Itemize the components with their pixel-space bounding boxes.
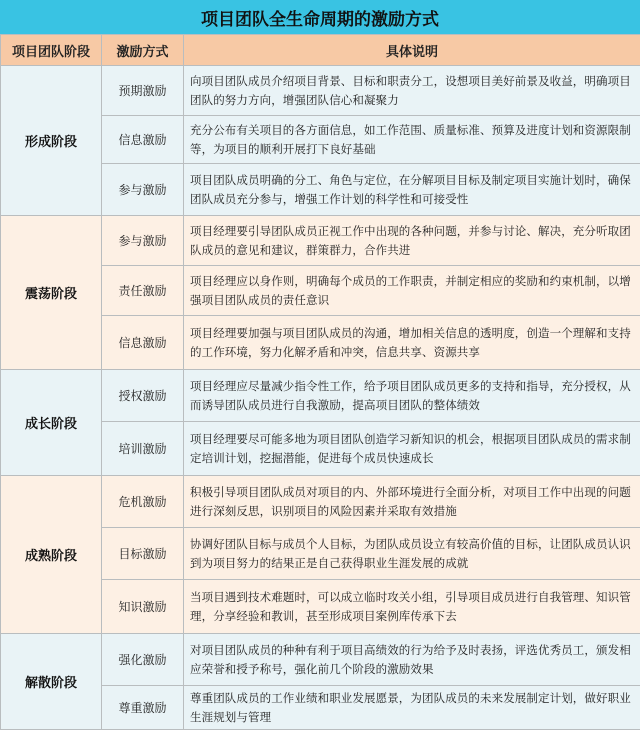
- method-cell: 授权激励: [102, 370, 184, 422]
- stage-cell: 解散阶段: [1, 634, 102, 730]
- header-stage: 项目团队阶段: [1, 35, 102, 66]
- detail-cell: 项目经理要加强与项目团队成员的沟通，增加相关信息的透明度，创造一个理解和支持的工作环境，努力化解矛盾和冲突，信息共享、资源共享: [184, 316, 640, 370]
- method-cell: 信息激励: [102, 316, 184, 370]
- detail-cell: 积极引导项目团队成员对项目的内、外部环境进行全面分析，对项目工作中出现的问题进行深刻反思，识别项目的风险因素并采取有效措施: [184, 476, 640, 528]
- incentive-table: [0, 34, 640, 730]
- stage-cell: 成熟阶段: [1, 476, 102, 634]
- method-cell: 危机激励: [102, 476, 184, 528]
- header-method: 激励方式: [102, 35, 184, 66]
- table-header-row: [1, 35, 640, 66]
- header-detail: 具体说明: [184, 35, 640, 66]
- detail-cell: 项目经理应以身作则，明确每个成员的工作职责，并制定相应的奖励和约束机制，以增强项目团队成员的责任意识: [184, 266, 640, 316]
- method-cell: 目标激励: [102, 528, 184, 580]
- stage-cell: 震荡阶段: [1, 216, 102, 370]
- detail-cell: 尊重团队成员的工作业绩和职业发展愿景，为团队成员的未来发展制定计划，做好职业生涯规划与管理: [184, 686, 640, 730]
- detail-cell: 项目经理要尽可能多地为项目团队创造学习新知识的机会，根据项目团队成员的需求制定培训计划，挖掘潜能，促进每个成员快速成长: [184, 422, 640, 476]
- table-row: [1, 370, 640, 422]
- method-cell: 参与激励: [102, 164, 184, 216]
- method-cell: 尊重激励: [102, 686, 184, 730]
- detail-cell: 项目经理要引导团队成员正视工作中出现的各种问题，并参与讨论、解决，充分听取团队成员的意见和建议，群策群力，合作共进: [184, 216, 640, 266]
- method-cell: 培训激励: [102, 422, 184, 476]
- detail-cell: 对项目团队成员的种种有利于项目高绩效的行为给予及时表扬，评选优秀员工，颁发相应荣誉和授予称号，强化前几个阶段的激励效果: [184, 634, 640, 686]
- method-cell: 预期激励: [102, 66, 184, 116]
- table-row: [1, 634, 640, 686]
- table-row: [1, 216, 640, 266]
- detail-cell: 充分公布有关项目的各方面信息，如工作范围、质量标准、预算及进度计划和资源限制等，为项目的顺利开展打下良好基础: [184, 116, 640, 164]
- stage-cell: 形成阶段: [1, 66, 102, 216]
- table-row: [1, 476, 640, 528]
- detail-cell: 当项目遇到技术难题时，可以成立临时攻关小组，引导项目成员进行自我管理、知识管理，分享经验和教训，甚至形成项目案例库传承下去: [184, 580, 640, 634]
- method-cell: 强化激励: [102, 634, 184, 686]
- detail-cell: 项目经理应尽量减少指令性工作，给予项目团队成员更多的支持和指导，充分授权，从而诱导团队成员进行自我激励，提高项目团队的整体绩效: [184, 370, 640, 422]
- method-cell: 参与激励: [102, 216, 184, 266]
- detail-cell: 项目团队成员明确的分工、角色与定位，在分解项目目标及制定项目实施计划时，确保团队成员充分参与，增强工作计划的科学性和可接受性: [184, 164, 640, 216]
- method-cell: 信息激励: [102, 116, 184, 164]
- table-row: [1, 66, 640, 116]
- detail-cell: 向项目团队成员介绍项目背景、目标和职责分工，设想项目美好前景及收益，明确项目团队的努力方向，增强团队信心和凝聚力: [184, 66, 640, 116]
- method-cell: 责任激励: [102, 266, 184, 316]
- stage-cell: 成长阶段: [1, 370, 102, 476]
- page-title: 项目团队全生命周期的激励方式: [0, 0, 640, 35]
- method-cell: 知识激励: [102, 580, 184, 634]
- detail-cell: 协调好团队目标与成员个人目标，为团队成员设立有较高价值的目标，让团队成员认识到为项目努力的结果正是自己获得职业生涯发展的成就: [184, 528, 640, 580]
